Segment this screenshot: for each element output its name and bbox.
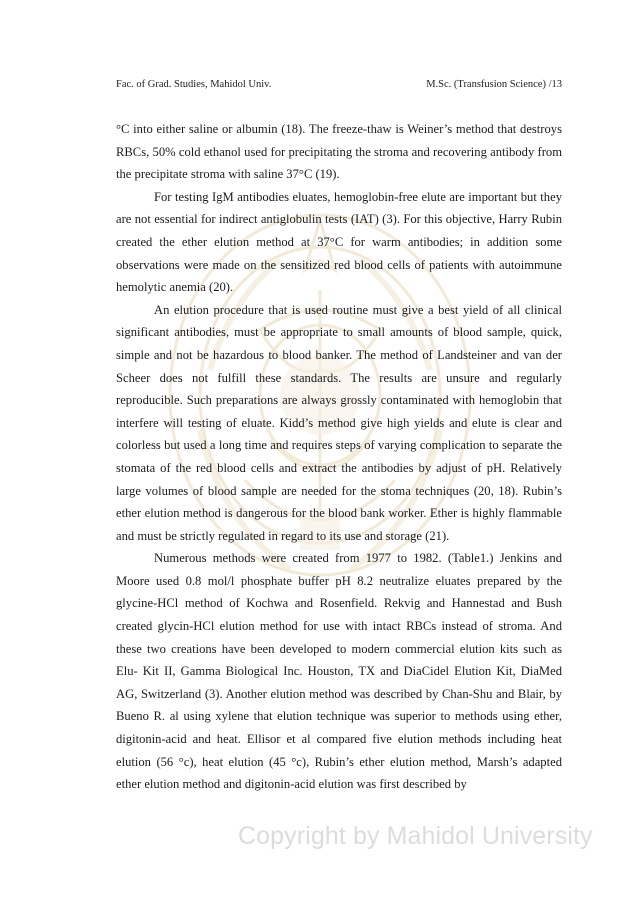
copyright-watermark: Copyright by Mahidol University xyxy=(238,822,593,850)
paragraph-4: Numerous methods were created from 1977 to 1982. (Table1.) Jenkins and Moore used 0.8 mol/l phosphate buffer pH 8.2 neutralize eluates prepared by the glycine-HCl method of Kochwa and Rosenfield. Rekvig and Hannestad and Bush created glycin-HCl elution method for use with intact RBCs instead of stroma. And these two creations have been developed to modern commercial elution kits such as Elu- Kit II, Gamma Biological Inc. Houston, TX and DiaCidel Elution Kit, DiaMed AG, Switzerland (3). Another elution method was described by Chan-Shu and Blair, by Bueno R. al using xylene that elution technique was superior to methods using ether, digitonin-acid and heat. Ellisor et al compared five elution methods including heat elution (56 °c), heat elution (45 °c), Rubin’s ether elution method, Marsh’s adapted ether elution method and digitonin-acid elution was first described by xyxy=(116,551,562,792)
header-institution: Fac. of Grad. Studies, Mahidol Univ. xyxy=(116,79,272,90)
paragraph-1: °C into either saline or albumin (18). The freeze-thaw is Weiner’s method that destroys RBCs, 50% cold ethanol used for precipitating the stroma and recovering antibody from the precipitate stroma with saline 37°C (19). xyxy=(116,122,562,182)
body-text xyxy=(116,118,562,796)
paragraph-3: An elution procedure that is used routine must give a best yield of all clinical significant antibodies, must be appropriate to small amounts of blood sample, quick, simple and not be hazardous to blood banker. The method of Landsteiner and van der Scheer does not fulfill these standards. The results are unsure and regularly reproducible. Such preparations are always grossly contaminated with hemoglobin that interfere will testing of eluate. Kidd’s method give high yields and elute is clear and colorless but used a long time and requires steps of varying complication to separate the stomata of the red blood cells and extract the antibodies by adjust of pH. Relatively large volumes of blood sample are needed for the stoma techniques (20, 18). Rubin’s ether elution method is dangerous for the blood bank worker. Ether is highly flammable and must be strictly regulated in regard to its use and storage (21). xyxy=(116,302,562,543)
paragraph-2: For testing IgM antibodies eluates, hemoglobin-free elute are important but they are not essential for indirect antiglobulin tests (IAT) (3). For this objective, Harry Rubin created the ether elution method at 37°C for warm antibodies; in addition some observations were made on the sensitized red blood cells of patients with autoimmune hemolytic anemia (20). xyxy=(116,189,562,295)
header-program-page: M.Sc. (Transfusion Science) /13 xyxy=(426,79,562,90)
